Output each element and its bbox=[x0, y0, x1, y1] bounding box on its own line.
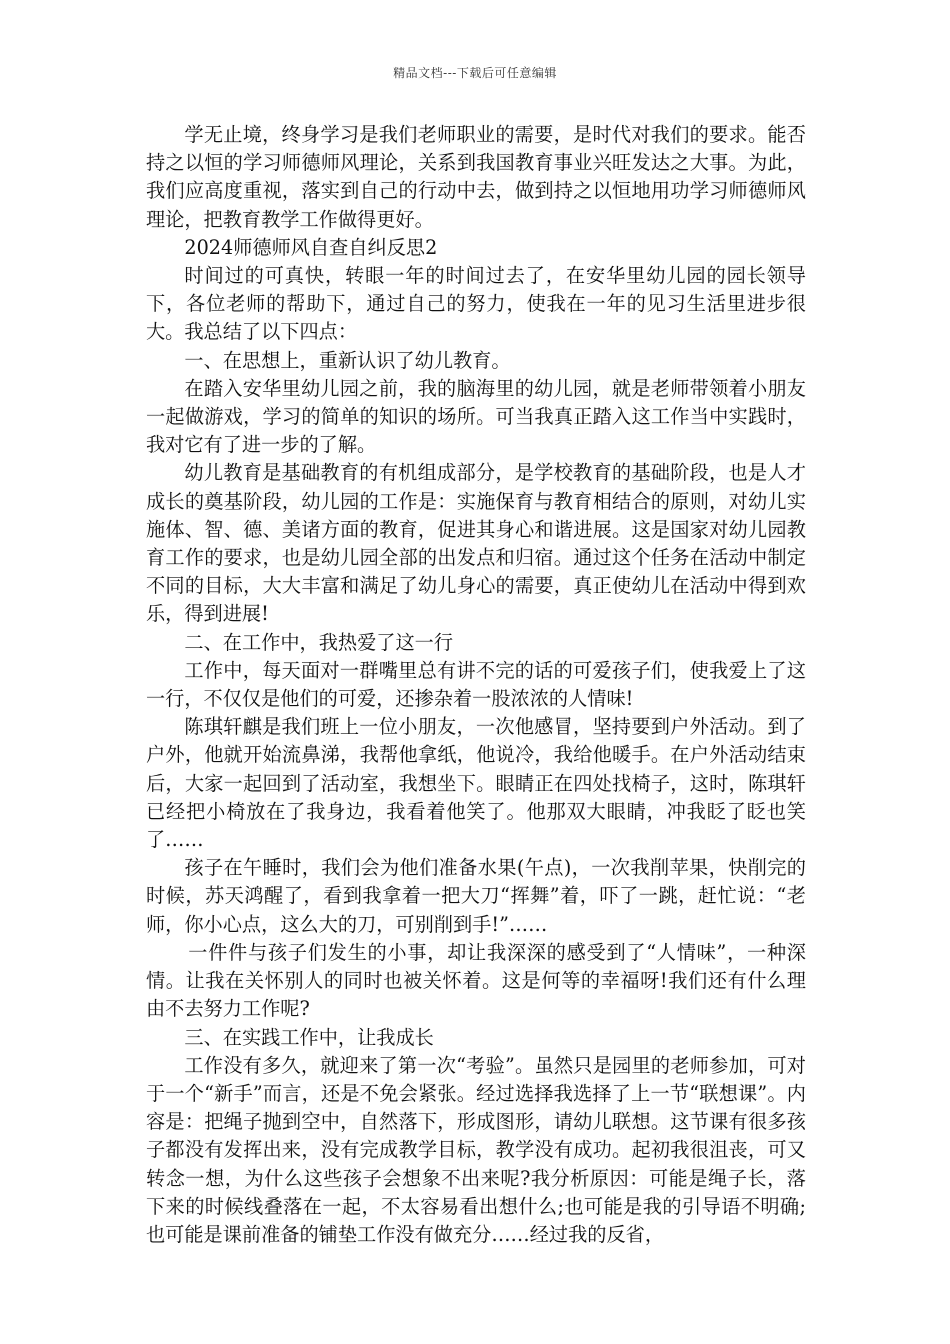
paragraph-child-story: 陈琪轩麒是我们班上一位小朋友，一次他感冒，坚持要到户外活动。到了户外，他就开始流鼻涕，我帮他拿纸，他说冷，我给他暖手。在户外活动结束后，大家一起回到了活动室，我想坐下。眼睛正在四处找椅子，这时，陈琪轩已经把小椅放在了我身边，我看着他笑了。他那双大眼睛，冲我眨了眨也笑了…… bbox=[146, 715, 806, 852]
paragraph-apple-story: 孩子在午睡时，我们会为他们准备水果(午点)，一次我削苹果，快削完的时候，苏天鸿醒了，看到我拿着一把大刀“挥舞”着，吓了一跳，赶忙说：“老师，你小心点，这么大的刀，可别削到手!”…… bbox=[146, 856, 806, 936]
paragraph-lifelong-learning: 学无止境，终身学习是我们老师职业的需要，是时代对我们的要求。能否持之以恒的学习师德师风理论，关系到我国教育事业兴旺发达之大事。为此，我们应高度重视，落实到自己的行动中去，做到持之以恒地用功学习师德师风理论，把教育教学工作做得更好。 bbox=[146, 123, 806, 231]
paragraph-first-test: 工作没有多久，就迎来了第一次“考验”。虽然只是园里的老师参加，可对于一个“新手”而言，还是不免会紧张。经过选择我选择了上一节“联想课”。内容是：把绳子抛到空中，自然落下，形成图形，请幼儿联想。这节课有很多孩子都没有发挥出来，没有完成教学目标，教学没有成功。起初我很沮丧，可又转念一想，为什么这些孩子会想象不出来呢?我分析原因：可能是绳子长，落下来的时候线叠落在一起，不太容易看出想什么;也可能是我的引导语不明确;也可能是课前准备的铺垫工作没有做充分……经过我的反省， bbox=[146, 1053, 806, 1246]
section-title: 2024师德师风自查自纠反思2 bbox=[184, 235, 438, 259]
page-header: 精品文档---下载后可任意编辑 bbox=[393, 66, 557, 80]
paragraph-love-work: 工作中，每天面对一群嘴里总有讲不完的话的可爱孩子们，使我爱上了这一行，不仅仅是他们的可爱，还掺杂着一股浓浓的人情味! bbox=[146, 658, 806, 711]
paragraph-early-education: 幼儿教育是基础教育的有机组成部分，是学校教育的基础阶段，也是人才成长的奠基阶段，幼儿园的工作是：实施保育与教育相结合的原则，对幼儿实施体、智、德、美诸方面的教育，促进其身心和谐进展。这是国家对幼儿园教育工作的要求，也是幼儿园全部的出发点和归宿。通过这个任务在活动中制定不同的目标，大大丰富和满足了幼儿身心的需要，真正使幼儿在活动中得到欢乐，得到进展! bbox=[146, 461, 806, 626]
heading-point-one: 一、在思想上，重新认识了幼儿教育。 bbox=[184, 348, 511, 372]
paragraph-intro: 时间过的可真快，转眼一年的时间过去了，在安华里幼儿园的园长领导下，各位老师的帮助下，通过自己的努力，使我在一年的见习生活里进步很大。我总结了以下四点： bbox=[146, 264, 806, 344]
document-body bbox=[146, 121, 806, 1249]
heading-point-three: 三、在实践工作中，让我成长 bbox=[184, 1025, 434, 1049]
heading-point-two: 二、在工作中，我热爱了这一行 bbox=[184, 630, 454, 654]
paragraph-human-warmth: 一件件与孩子们发生的小事，却让我深深的感受到了“人情味”，一种深情。让我在关怀别人的同时也被关怀着。这是何等的幸福呀!我们还有什么理由不去努力工作呢? bbox=[146, 940, 806, 1021]
paragraph-before-kindergarten: 在踏入安华里幼儿园之前，我的脑海里的幼儿园，就是老师带领着小朋友一起做游戏，学习的简单的知识的场所。可当我真正踏入这工作当中实践时，我对它有了进一步的了解。 bbox=[146, 376, 806, 457]
